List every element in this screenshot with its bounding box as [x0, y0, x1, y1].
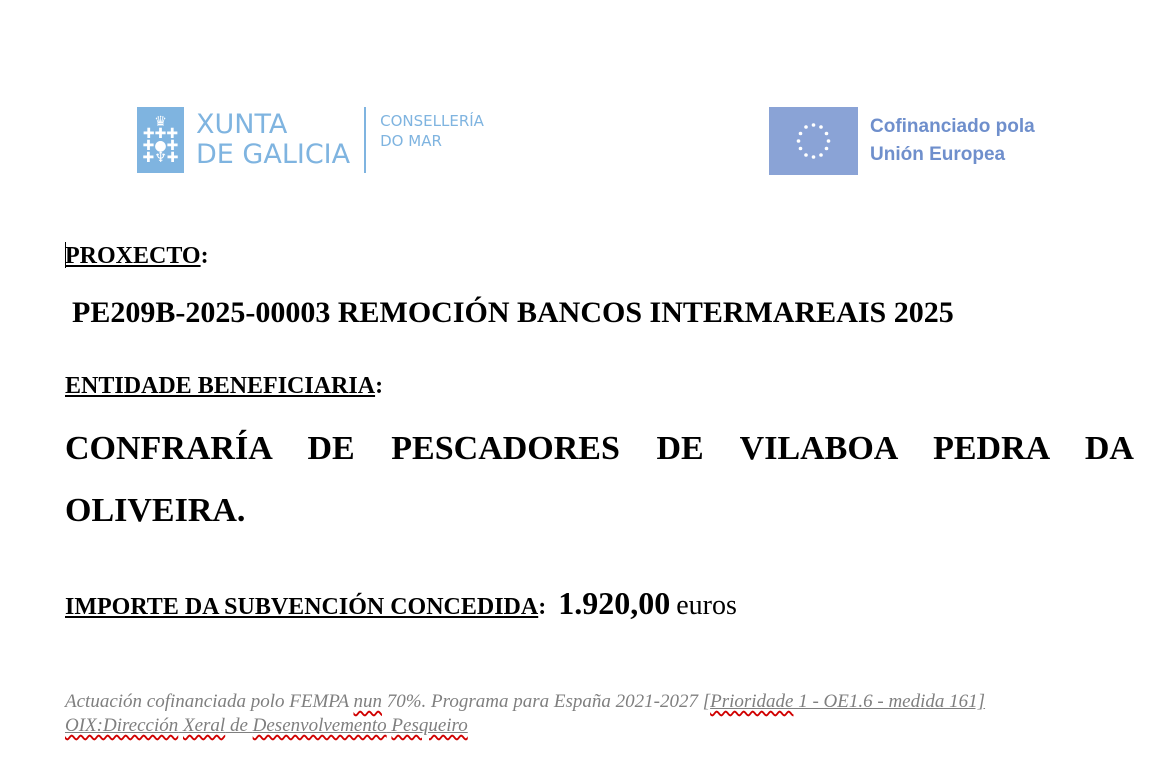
xunta-logo [137, 107, 484, 173]
conselleria-line2: DO MAR [380, 132, 442, 150]
grant-label-text: IMPORTE DA SUBVENCIÓN CONCEDIDA [65, 594, 539, 620]
logo-divider [364, 107, 366, 173]
footer-text: 1 - OE1.6 - medida 161] [793, 691, 986, 712]
eu-line1: Cofinanciado pola [870, 116, 1035, 137]
beneficiary-name: CONFRARÍA DE PESCADORES DE VILABOA PEDRA DA OLIVEIRA. [65, 430, 1134, 529]
footer-text: de [225, 715, 253, 736]
footer-text: Pesqueiro [391, 715, 468, 736]
footer-text: Actuación cofinanciada polo FEMPA [65, 691, 354, 712]
eu-logo [769, 107, 1035, 175]
xunta-line2: DE GALICIA [196, 139, 351, 170]
project-label-text: PROXECTO [65, 243, 201, 269]
galicia-shield-icon: ♛ ✚✚✚ ✚●✚ ✚♆✚ [137, 107, 184, 173]
grant-amount: 1.920,00 [558, 585, 671, 621]
footer-text: nun [353, 691, 382, 712]
xunta-line1: XUNTA [196, 109, 288, 140]
footer-text: Prioridade [710, 691, 794, 712]
conselleria-line1: CONSELLERÍA [380, 112, 484, 130]
cofinancing-note [65, 690, 1145, 738]
beneficiary-label: ENTIDADE BENEFICIARIA: [65, 373, 384, 399]
beneficiary-label-text: ENTIDADE BENEFICIARIA [65, 373, 376, 399]
footer-text: OIX:Dirección [65, 715, 179, 736]
grant-currency: euros [676, 590, 737, 621]
footer-text: Xeral [183, 715, 226, 736]
footer-text: 70%. Programa para España 2021-2027 [ [381, 691, 711, 712]
footer-text: Desenvolvemento [252, 715, 387, 736]
project-title: PE209B-2025-00003 REMOCIÓN BANCOS INTERMAREAIS 2025 [72, 296, 954, 329]
eu-line2: Unión Europea [870, 144, 1006, 165]
eu-flag-icon [769, 107, 858, 175]
project-label: PROXECTO: [65, 243, 209, 269]
grant-label: IMPORTE DA SUBVENCIÓN CONCEDIDA: 1.920,00 euros [65, 585, 737, 621]
